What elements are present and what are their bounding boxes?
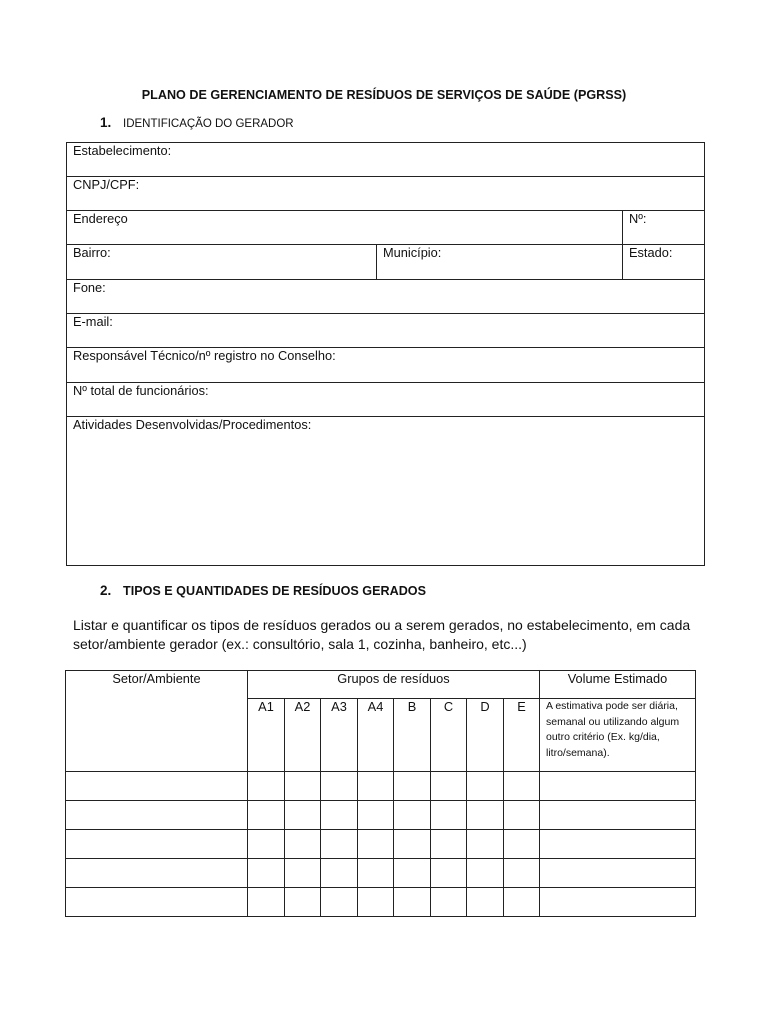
sector-cell[interactable] bbox=[65, 800, 248, 830]
waste-group-cell-a4[interactable] bbox=[357, 858, 394, 888]
waste-group-cell-a2[interactable] bbox=[284, 858, 321, 888]
volume-note-line: A estimativa pode ser diária, bbox=[546, 700, 678, 712]
waste-group-cell-d[interactable] bbox=[466, 887, 504, 917]
sector-cell[interactable] bbox=[65, 858, 248, 888]
email-field[interactable] bbox=[66, 313, 705, 348]
waste-group-a1-header: A1 bbox=[247, 698, 285, 772]
phone-field[interactable] bbox=[66, 279, 705, 314]
waste-group-cell-a2[interactable] bbox=[284, 887, 321, 917]
waste-group-cell-e[interactable] bbox=[503, 887, 540, 917]
waste-group-a4-header: A4 bbox=[357, 698, 394, 772]
sector-header: Setor/Ambiente bbox=[65, 670, 248, 772]
waste-group-cell-a1[interactable] bbox=[247, 858, 285, 888]
section-1-number: 1. bbox=[100, 115, 112, 130]
waste-group-cell-a3[interactable] bbox=[320, 829, 358, 859]
address-number-field[interactable] bbox=[622, 210, 705, 245]
waste-group-cell-a2[interactable] bbox=[284, 771, 321, 801]
waste-group-cell-b[interactable] bbox=[393, 858, 431, 888]
waste-group-cell-d[interactable] bbox=[466, 771, 504, 801]
address-number-label: Nº: bbox=[629, 211, 647, 226]
waste-group-cell-a4[interactable] bbox=[357, 771, 394, 801]
waste-group-cell-a4[interactable] bbox=[357, 800, 394, 830]
section-2-heading: TIPOS E QUANTIDADES DE RESÍDUOS GERADOS bbox=[123, 584, 426, 598]
waste-group-cell-d[interactable] bbox=[466, 800, 504, 830]
waste-group-cell-c[interactable] bbox=[430, 800, 467, 830]
city-field[interactable] bbox=[376, 244, 623, 280]
volume-note-line: litro/semana). bbox=[546, 746, 610, 759]
waste-group-cell-a1[interactable] bbox=[247, 887, 285, 917]
address-field[interactable] bbox=[66, 210, 623, 245]
waste-group-cell-a1[interactable] bbox=[247, 800, 285, 830]
phone-label: Fone: bbox=[73, 280, 106, 295]
waste-group-cell-a3[interactable] bbox=[320, 858, 358, 888]
cnpj-cpf-label: CNPJ/CPF: bbox=[73, 177, 140, 192]
sector-cell[interactable] bbox=[65, 829, 248, 859]
estimated-volume-cell[interactable] bbox=[539, 858, 696, 888]
waste-group-cell-b[interactable] bbox=[393, 829, 431, 859]
volume-note-cell bbox=[539, 698, 696, 772]
cnpj-cpf-field[interactable] bbox=[66, 176, 705, 211]
establishment-field[interactable] bbox=[66, 142, 705, 177]
waste-group-cell-e[interactable] bbox=[503, 858, 540, 888]
activities-field[interactable] bbox=[66, 416, 705, 566]
estimated-volume-cell[interactable] bbox=[539, 887, 696, 917]
waste-table-row bbox=[65, 829, 696, 859]
waste-group-cell-d[interactable] bbox=[466, 858, 504, 888]
sector-cell[interactable] bbox=[65, 771, 248, 801]
estimated-volume-header: Volume Estimado bbox=[539, 670, 696, 699]
waste-group-cell-a3[interactable] bbox=[320, 800, 358, 830]
activities-label: Atividades Desenvolvidas/Procedimentos: bbox=[73, 417, 312, 432]
waste-group-cell-e[interactable] bbox=[503, 800, 540, 830]
employee-count-label: Nº total de funcionários: bbox=[73, 383, 209, 398]
waste-table-row bbox=[65, 887, 696, 917]
waste-group-a3-header: A3 bbox=[320, 698, 358, 772]
waste-group-cell-a2[interactable] bbox=[284, 800, 321, 830]
waste-group-d-header: D bbox=[466, 698, 504, 772]
sector-cell[interactable] bbox=[65, 887, 248, 917]
waste-table-row bbox=[65, 858, 696, 888]
waste-group-cell-c[interactable] bbox=[430, 887, 467, 917]
volume-note-line: outro critério (Ex. kg/dia, bbox=[546, 731, 660, 744]
instructions-line: setor/ambiente gerador (ex.: consultório, sala 1, cozinha, banheiro, etc...) bbox=[73, 636, 527, 652]
instructions-line: Listar e quantificar os tipos de resíduos gerados ou a serem gerados, no estabelecimento, em cada bbox=[73, 617, 691, 633]
waste-groups-header: Grupos de resíduos bbox=[247, 670, 540, 699]
waste-group-cell-b[interactable] bbox=[393, 800, 431, 830]
waste-group-cell-a3[interactable] bbox=[320, 771, 358, 801]
address-label: Endereço bbox=[73, 211, 128, 226]
waste-group-cell-c[interactable] bbox=[430, 771, 467, 801]
document-title: PLANO DE GERENCIAMENTO DE RESÍDUOS DE SERVIÇOS DE SAÚDE (PGRSS) bbox=[141, 88, 627, 102]
waste-group-c-header: C bbox=[430, 698, 467, 772]
waste-group-cell-a1[interactable] bbox=[247, 829, 285, 859]
waste-group-cell-a2[interactable] bbox=[284, 829, 321, 859]
instructions-text bbox=[73, 616, 690, 654]
waste-group-cell-c[interactable] bbox=[430, 829, 467, 859]
employee-count-field[interactable] bbox=[66, 382, 705, 417]
waste-table-row bbox=[65, 771, 696, 801]
waste-group-e-header: E bbox=[503, 698, 540, 772]
estimated-volume-cell[interactable] bbox=[539, 771, 696, 801]
waste-group-cell-a1[interactable] bbox=[247, 771, 285, 801]
waste-group-b-header: B bbox=[393, 698, 431, 772]
section-2-number: 2. bbox=[100, 583, 112, 598]
waste-group-cell-b[interactable] bbox=[393, 887, 431, 917]
section-1-heading: IDENTIFICAÇÃO DO GERADOR bbox=[123, 118, 294, 130]
technical-manager-label: Responsável Técnico/nº registro no Conselho: bbox=[73, 348, 336, 363]
waste-group-cell-a4[interactable] bbox=[357, 829, 394, 859]
state-label: Estado: bbox=[629, 245, 673, 260]
technical-manager-field[interactable] bbox=[66, 347, 705, 383]
estimated-volume-cell[interactable] bbox=[539, 800, 696, 830]
email-label: E-mail: bbox=[73, 314, 113, 329]
waste-group-cell-e[interactable] bbox=[503, 771, 540, 801]
waste-group-cell-a3[interactable] bbox=[320, 887, 358, 917]
waste-table-row bbox=[65, 800, 696, 830]
waste-group-cell-c[interactable] bbox=[430, 858, 467, 888]
waste-group-cell-b[interactable] bbox=[393, 771, 431, 801]
state-field[interactable] bbox=[622, 244, 705, 280]
waste-group-cell-d[interactable] bbox=[466, 829, 504, 859]
waste-group-a2-header: A2 bbox=[284, 698, 321, 772]
neighborhood-label: Bairro: bbox=[73, 245, 111, 260]
volume-note-line: semanal ou utilizando algum bbox=[546, 715, 680, 728]
city-label: Município: bbox=[383, 245, 442, 260]
waste-group-cell-a4[interactable] bbox=[357, 887, 394, 917]
establishment-label: Estabelecimento: bbox=[73, 143, 172, 158]
neighborhood-field[interactable] bbox=[66, 244, 377, 280]
estimated-volume-cell[interactable] bbox=[539, 829, 696, 859]
waste-group-cell-e[interactable] bbox=[503, 829, 540, 859]
